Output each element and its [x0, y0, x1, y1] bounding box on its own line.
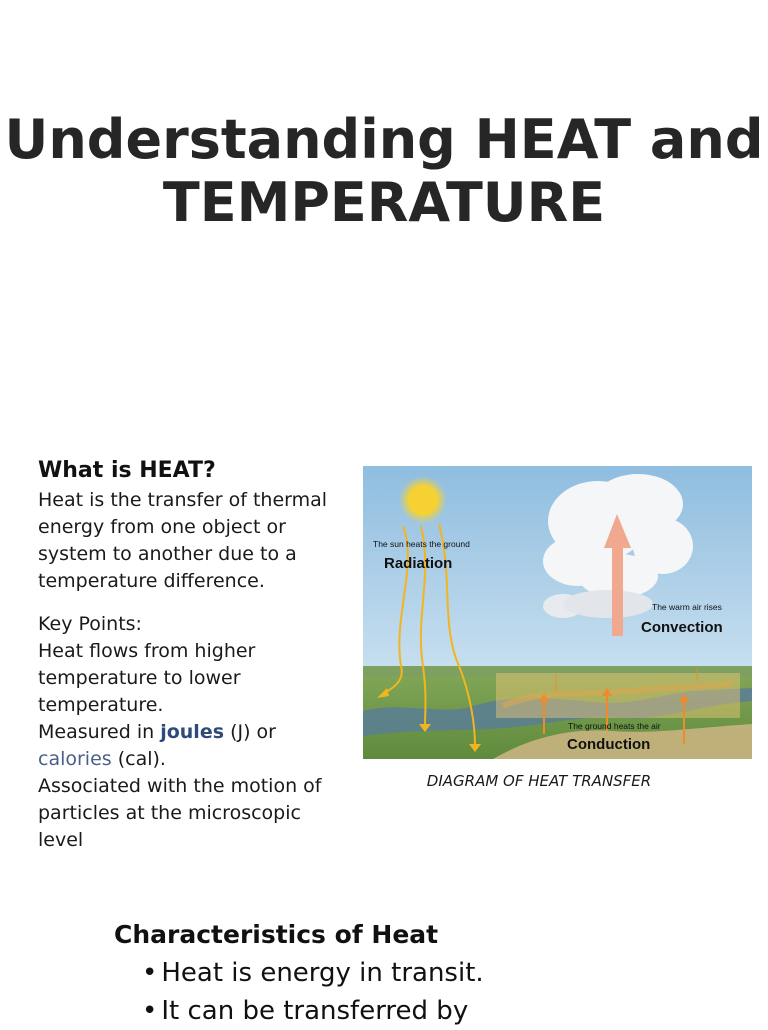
heat-definition: Heat is the transfer of thermal energy from one object or system to another due to a temperature difference.: [38, 489, 328, 592]
characteristic-text: Heat is energy in transit.: [161, 958, 484, 988]
key-point-motion: Associated with the motion of particles at the microscopic level: [38, 775, 322, 851]
heat-heading: What is HEAT?: [38, 458, 216, 483]
bullet-icon: •: [142, 958, 158, 988]
calories-link[interactable]: calories: [38, 748, 112, 770]
radiation-label: Radiation: [384, 555, 453, 572]
diagram-caption: DIAGRAM OF HEAT TRANSFER: [426, 772, 652, 790]
joules-link[interactable]: joules: [160, 721, 225, 743]
heat-transfer-diagram: [363, 466, 752, 759]
characteristics-list: [114, 954, 754, 1030]
title-line-2: TEMPERATURE: [162, 171, 606, 234]
convection-caption: The warm air rises: [652, 602, 722, 612]
units-mid: (J) or: [224, 721, 276, 743]
key-point-units: [38, 719, 350, 773]
list-item: [142, 992, 754, 1030]
radiation-caption: The sun heats the ground: [373, 539, 470, 549]
conduction-label: Conduction: [567, 736, 651, 753]
page-title: [0, 108, 768, 234]
list-item: [142, 954, 754, 992]
characteristics-section: [114, 916, 754, 1030]
heat-transfer-illustration: [363, 466, 752, 759]
units-suffix: (cal).: [111, 748, 166, 770]
characteristics-heading: Characteristics of Heat: [114, 920, 439, 949]
units-prefix: Measured in: [38, 721, 161, 743]
heat-definition-section: [38, 456, 350, 854]
convection-label: Convection: [641, 619, 723, 636]
characteristic-text: It can be transferred by: [161, 996, 469, 1026]
bullet-icon: •: [142, 996, 158, 1026]
title-line-1: Understanding HEAT and: [4, 108, 764, 171]
conduction-caption: The ground heats the air: [568, 721, 661, 731]
key-point-flow: Heat flows from higher temperature to lower temperature.: [38, 640, 256, 716]
key-points-label: Key Points:: [38, 613, 142, 635]
